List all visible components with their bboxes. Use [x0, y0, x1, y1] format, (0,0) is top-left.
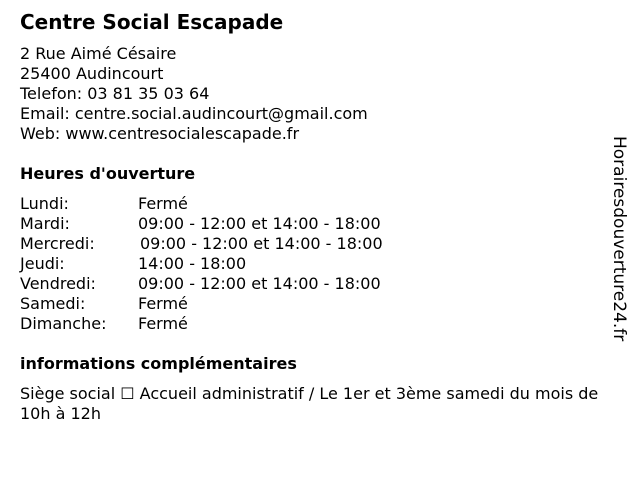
additional-info-text: Siège social ☐ Accueil administratif / Le 1er et 3ème samedi du mois de 10h à 12h	[20, 384, 599, 423]
address-street: 2 Rue Aimé Césaire	[20, 44, 177, 63]
day-hours: Fermé	[138, 194, 188, 213]
address-block	[20, 44, 368, 144]
day-hours: Fermé	[138, 314, 188, 333]
day-label: Vendredi:	[20, 274, 96, 293]
day-label: Mardi:	[20, 214, 70, 233]
day-hours: 09:00 - 12:00 et 14:00 - 18:00	[140, 234, 383, 253]
website: Web: www.centresocialescapade.fr	[20, 124, 300, 143]
opening-hours-heading: Heures d'ouverture	[20, 164, 196, 183]
email-address: Email: centre.social.audincourt@gmail.com	[20, 104, 368, 123]
day-label: Samedi:	[20, 294, 86, 313]
day-hours: 14:00 - 18:00	[138, 254, 247, 273]
day-label: Lundi:	[20, 194, 69, 213]
additional-info-heading: informations complémentaires	[20, 354, 297, 373]
site-watermark: Horairesdouverture24.fr	[609, 136, 629, 342]
day-label: Mercredi:	[20, 234, 95, 253]
day-hours: 09:00 - 12:00 et 14:00 - 18:00	[138, 214, 381, 233]
address-city: 25400 Audincourt	[20, 64, 164, 83]
day-label: Dimanche:	[20, 314, 107, 333]
day-label: Jeudi:	[20, 254, 65, 273]
page-title: Centre Social Escapade	[20, 10, 284, 34]
day-hours: Fermé	[138, 294, 188, 313]
day-hours: 09:00 - 12:00 et 14:00 - 18:00	[138, 274, 381, 293]
phone-number: Telefon: 03 81 35 03 64	[20, 84, 210, 103]
